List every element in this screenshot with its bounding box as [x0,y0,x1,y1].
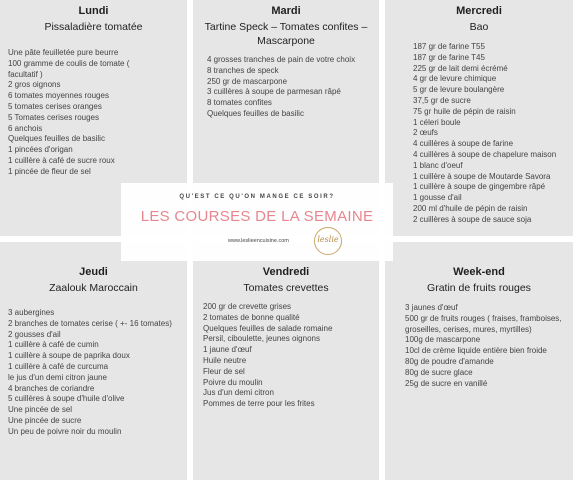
ingredient-item: 3 aubergines [8,308,55,317]
day-title: Mardi [271,5,301,17]
ingredient-item: 1 cuillère à soupe de gingembre râpé [413,182,546,192]
dish-title: Tomates crevettes [243,282,329,294]
day-title: Vendredi [262,266,310,278]
ingredient-item: 2 tomates de bonne qualité [203,312,300,322]
panel-vendredi [193,242,379,480]
ingredient-item: 187 gr de farine T45 [413,52,485,62]
dish-title: Tartine Speck – Tomates confites – Mascarpone [204,21,368,47]
banner-question: QU'EST CE QU'ON MANGE CE SOIR? [179,194,335,200]
ingredient-item: 1 cuillère à soupe de paprika doux [8,351,130,361]
ingredient-list [193,55,379,120]
ingredient-item: 1 gousse d'ail [413,193,462,203]
ingredient-item: 200 ml d'huile de pépin de raisin [413,203,528,213]
panel-mercredi [385,0,573,236]
banner-headline: LES COURSES DE LA SEMAINE [140,208,374,225]
ingredient-item: 80g de poudre d'amande [405,356,494,366]
ingredient-item: 80g de sucre glace [405,367,473,377]
ingredient-list [0,308,187,438]
ingredient-item: 4 cuillères à soupe de chapelure maison [413,149,557,159]
ingredient-item: Huile neutre [203,355,247,365]
ingredient-list [0,48,187,178]
panel-weekend [385,242,573,480]
ingredient-item: 1 blanc d'oeuf [413,160,463,170]
ingredient-item: 2 cuillères à soupe de sauce soja [413,214,532,224]
title-banner [121,183,393,261]
ingredient-item: 200 gr de crevette grises [203,302,292,311]
ingredient-item: facultatif ) [8,69,43,79]
ingredient-item: 1 jaune d'œuf [203,345,252,355]
ingredient-item: 5 tomates cerises oranges [8,101,102,111]
ingredient-item: 10cl de crème liquide entière bien froide [405,346,547,356]
ingredient-item: 3 jaunes d'œuf [405,303,458,312]
ingredient-item: Une pincée de sucre [8,415,82,425]
ingredient-item: 5 Tomates cerises rouges [8,112,100,122]
ingredient-item: 4 grosses tranches de pain de votre choix [207,55,356,64]
website-link[interactable]: www.leslieencuisine.com [228,238,289,244]
day-title: Week-end [453,266,505,278]
ingredient-item: 6 anchois [8,123,43,133]
ingredient-item: 8 tomates confites [207,98,272,108]
ingredient-list [385,303,573,389]
day-title: Lundi [78,5,109,17]
ingredient-item: 100 gramme de coulis de tomate ( [8,58,130,68]
ingredient-item: Un peu de poivre noir du moulin [8,426,122,436]
ingredient-list [385,42,573,226]
ingredient-item: Quelques feuilles de basilic [207,108,304,118]
ingredient-item: 25g de sucre en vanillé [405,378,488,388]
ingredient-item: Quelques feuilles de basilic [8,134,105,144]
ingredient-item: 1 pincée de fleur de sel [8,166,91,176]
ingredient-item: Quelques feuilles de salade romaine [203,323,333,333]
ingredient-item: 3 cuillères à soupe de parmesan râpé [207,87,341,97]
ingredient-item: 5 cuillères à soupe d'huile d'olive [8,394,125,404]
ingredient-item: 1 cuillère à café de cumin [8,340,99,350]
ingredient-item: 5 gr de levure boulangère [413,85,505,95]
ingredient-item: 1 pincées d'origan [8,145,73,155]
ingredient-item: 4 cuillères à soupe de farine [413,139,514,149]
ingredient-item: 187 gr de farine T55 [413,42,485,51]
ingredient-item: 2 œufs [413,128,438,138]
ingredient-item: 4 gr de levure chimique [413,74,497,84]
ingredient-item: 1 cuillère à soupe de Moutarde Savora [413,171,551,181]
ingredient-item: Une pincée de sel [8,405,73,415]
ingredient-item: Pommes de terre pour les frites [203,399,315,409]
panel-jeudi [0,242,187,480]
dish-title: Pissaladière tomatée [44,21,143,33]
dish-title: Bao [469,21,489,33]
dish-title: Zaalouk Maroccain [49,282,138,294]
ingredient-item: 1 cuillère à café de sucre roux [8,155,115,165]
ingredient-item: Poivre du moulin [203,377,263,387]
brand-logo-text: leslie [317,235,339,244]
ingredient-item: 2 gros oignons [8,80,61,90]
ingredient-item: 1 céleri boule [413,117,461,127]
ingredient-item: 2 gousses d'ail [8,329,61,339]
ingredient-item: Fleur de sel [203,366,245,376]
ingredient-item: 37,5 gr de sucre [413,95,471,105]
ingredient-item: 250 gr de mascarpone [207,76,288,86]
ingredient-item: 8 tranches de speck [207,65,279,75]
dish-title: Gratin de fruits rouges [427,282,531,294]
ingredient-item: 500 gr de fruits rouges ( fraises, framboises, groseilles, cerises, mures, myrtilles) [405,313,562,334]
brand-logo [314,227,342,255]
ingredient-item: Persil, ciboulette, jeunes oignons [203,334,320,344]
ingredient-item: le jus d'un demi citron jaune [8,372,107,382]
ingredient-item: 100g de mascarpone [405,335,481,345]
ingredient-item: 225 gr de lait demi écrémé [413,63,508,73]
ingredient-item: 2 branches de tomates cerise ( +- 16 tomates) [8,318,172,328]
ingredient-item: 6 tomates moyennes rouges [8,91,109,101]
day-title: Jeudi [79,266,108,278]
day-title: Mercredi [456,5,502,17]
ingredient-item: Une pâte feuilletée pure beurre [8,48,119,57]
ingredient-item: 75 gr huile de pépin de raisin [413,106,516,116]
ingredient-item: 1 cuillère à café de curcuma [8,361,109,371]
ingredient-item: 4 branches de coriandre [8,383,95,393]
ingredient-list [193,302,379,410]
ingredient-item: Jus d'un demi citron [203,388,274,398]
